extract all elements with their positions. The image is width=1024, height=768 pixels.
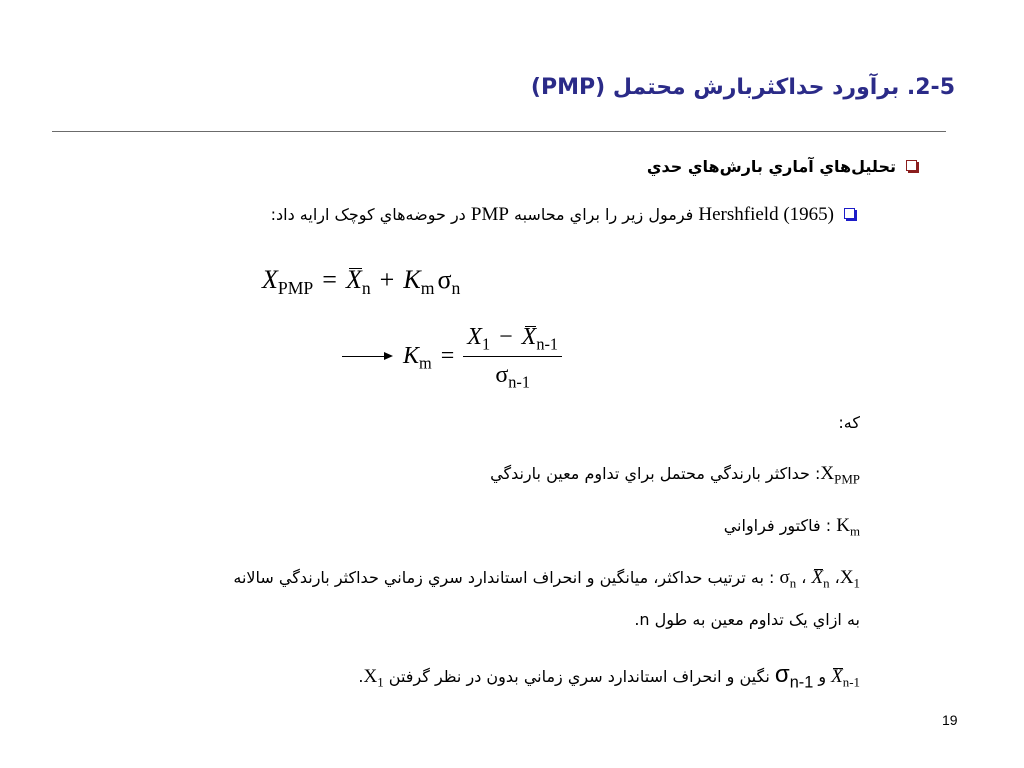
- symbol-subscript: m: [849, 523, 860, 539]
- numerator-mean-subscript: n-1: [536, 334, 559, 354]
- minus-sign: −: [499, 324, 513, 350]
- mean-n-1-symbol: [831, 666, 860, 690]
- symbol-letter: K: [836, 515, 850, 536]
- denominator-sigma-symbol: σ: [495, 362, 509, 388]
- definitions-intro: که:: [838, 413, 860, 432]
- symbol-letter: X: [363, 666, 378, 687]
- bullet-statistical-analysis: [647, 154, 917, 180]
- km-fraction: [463, 321, 562, 391]
- formula-k-symbol: K: [403, 265, 421, 294]
- end-period: .: [358, 667, 364, 686]
- denominator-sigma-subscript: n-1: [508, 372, 530, 392]
- equals-sign: =: [440, 342, 455, 369]
- symbol-letter: σ: [779, 567, 790, 588]
- slide-title: 2-5. برآورد حداکثربارش محتمل (PMP): [530, 75, 955, 100]
- formula-mean-subscript: n: [361, 278, 371, 299]
- x1-symbol: [839, 567, 860, 591]
- symbol-letter: X: [811, 567, 824, 588]
- formula-sigma-symbol: σ: [437, 265, 452, 294]
- km-formula: [403, 321, 562, 391]
- conjunction: و: [813, 667, 832, 686]
- symbol-letter: X: [831, 666, 843, 687]
- k-m-symbol: [836, 515, 860, 539]
- x1-symbol: [363, 666, 384, 690]
- hollow-square-bullet-icon: [844, 208, 855, 219]
- definition-text: حداکثر بارندگي محتمل براي تداوم معين بارندگي: [490, 464, 816, 483]
- bullet-text-after: در حوضه‌هاي کوچک ارايه داد:: [270, 205, 471, 224]
- numerator-x1-symbol: X: [467, 324, 482, 350]
- hollow-square-bullet-icon: [906, 160, 917, 171]
- km-lhs: [403, 342, 432, 373]
- bullet-hershfield: [271, 202, 855, 228]
- symbol-letter: X: [820, 463, 835, 484]
- definition-statistics: [233, 565, 860, 591]
- formula-x-subscript: PMP: [277, 278, 314, 299]
- numerator-x1-subscript: 1: [481, 334, 491, 354]
- symbol-subscript: 1: [853, 575, 860, 591]
- symbol-subscript: 1: [377, 674, 384, 690]
- separator: :: [763, 568, 780, 587]
- km-symbol: K: [403, 342, 420, 369]
- separator: ،: [796, 568, 812, 587]
- symbol-subscript: n-1: [842, 674, 860, 690]
- citation: Hershfield (1965): [698, 204, 834, 225]
- km-subscript: m: [419, 353, 432, 373]
- plus-sign: +: [379, 265, 395, 294]
- definition-text: نگين و انحراف استاندارد سري زماني بدون در نظر گرفتن: [383, 667, 775, 686]
- bullet-text-before: فرمول زير را براي محاسبه: [508, 205, 699, 224]
- page-number: 19: [942, 712, 958, 728]
- equals-sign: =: [322, 265, 337, 294]
- right-arrow-icon: [342, 356, 390, 357]
- numerator-mean-symbol: X: [521, 324, 537, 350]
- formula-k-subscript: m: [420, 278, 435, 299]
- symbol-letter: σ: [774, 661, 790, 688]
- fraction-numerator: [463, 321, 562, 357]
- definition-prior-series: [358, 660, 860, 692]
- definition-text: به ترتيب حداکثر، ميانگين و انحراف استاندارد سري زماني حداکثر بارندگي سالانه: [233, 568, 764, 587]
- pmp-formula: [262, 260, 460, 300]
- symbol-subscript: n: [789, 575, 797, 591]
- sigma-n-1-symbol: [774, 661, 814, 692]
- symbol-letter: X: [839, 567, 854, 588]
- formula-x-symbol: X: [262, 265, 278, 294]
- formula-mean-symbol: X: [345, 265, 362, 294]
- acronym-pmp: PMP: [470, 204, 509, 225]
- formula-sigma-subscript: n: [451, 278, 461, 299]
- definition-statistics-continued: به ازاي يک تداوم معين به طول n.: [634, 610, 860, 629]
- bullet-text: تحليل‌هاي آماري بارش‌هاي حدي: [646, 157, 896, 176]
- symbol-subscript: n-1: [789, 673, 814, 692]
- separator: :: [815, 464, 821, 483]
- x-pmp-symbol: [820, 463, 860, 487]
- definition-k-m: [724, 513, 860, 539]
- definition-text: فاکتور فراواني: [723, 516, 821, 535]
- symbol-subscript: PMP: [834, 471, 860, 487]
- definition-x-pmp: [490, 461, 860, 487]
- separator: ،: [829, 568, 840, 587]
- title-divider: [52, 131, 946, 132]
- mean-symbol: [811, 567, 830, 591]
- fraction-denominator: [495, 357, 530, 391]
- symbol-subscript: n: [823, 575, 830, 591]
- separator: :: [820, 516, 837, 535]
- sigma-symbol: [779, 567, 797, 591]
